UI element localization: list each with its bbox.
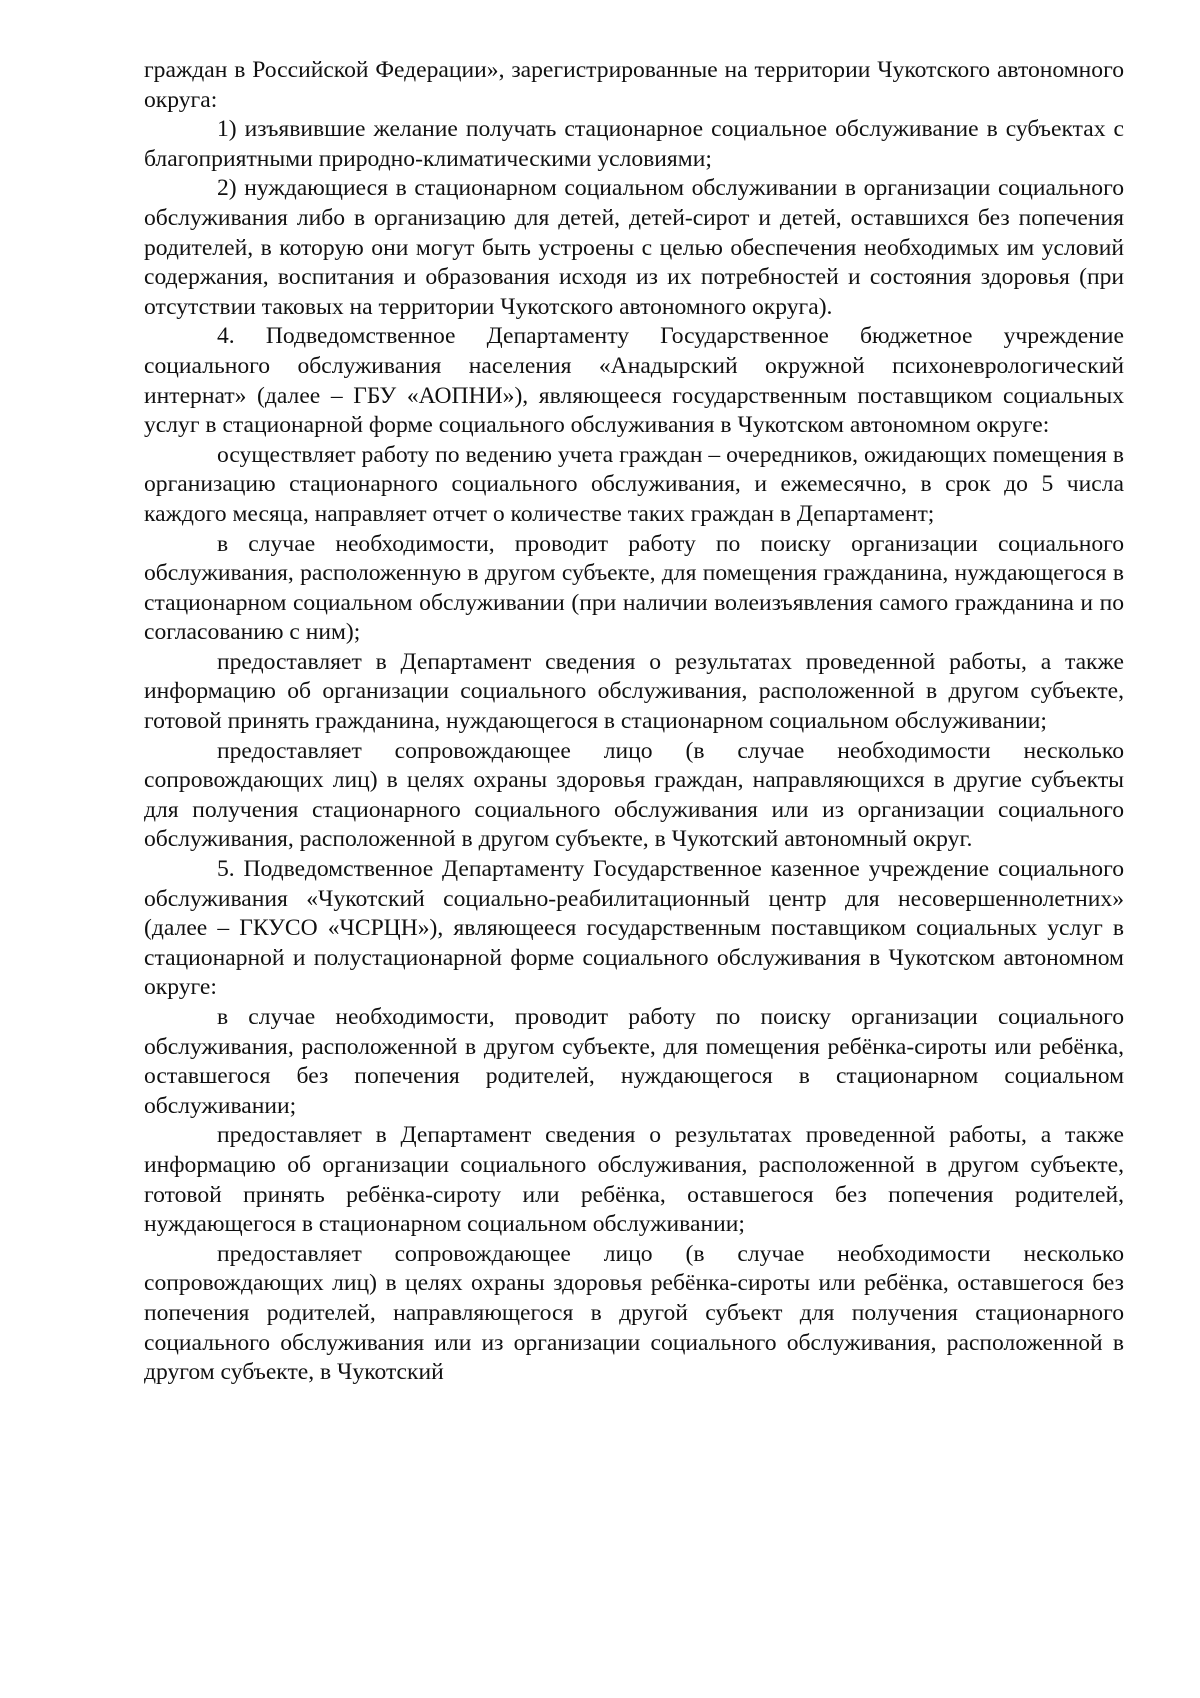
paragraph: предоставляет сопровождающее лицо (в случае необходимости несколько сопровождающих лиц) в целях охраны здоровья граждан, направляющихся в другие субъекты для получения стационарного социального обслуживания или из организации социального обслуживания, расположенной в другом субъекте, в Чукотский автономный округ. [144,737,1124,853]
paragraph: 5. Подведомственное Департаменту Государственное казенное учреждение социального обслуживания «Чукотский социально-реабилитационный центр для несовершеннолетних» (далее – ГКУСО «ЧСРЦН»), являющееся государственным поставщиком социальных услуг в стационарной и полустационарной форме социального обслуживания в Чукотском автономном округе: [144,856,1124,1001]
paragraph: 2) нуждающиеся в стационарном социальном обслуживании в организации социального обслуживания либо в организацию для детей, детей-сирот и детей, оставшихся без попечения родителей, в которую они могут быть устроены с целью обеспечения необходимых им условий содержания, воспитания и образования исходя из их потребностей и состояния здоровья (при отсутствии таковых на территории Чукотского автономного округа). [144,175,1124,320]
paragraph: 4. Подведомственное Департаменту Государственное бюджетное учреждение социального обслуживания населения «Анадырский окружной психоневрологический интернат» (далее – ГБУ «АОПНИ»), являющееся государственным поставщиком социальных услуг в стационарной форме социального обслуживания в Чукотском автономном округе: [144,323,1124,439]
paragraph: в случае необходимости, проводит работу по поиску организации социального обслуживания, расположенной в другом субъекте, для помещения ребёнка-сироты или ребёнка, оставшегося без попечения родителей, нуждающегося в стационарном социальном обслуживании; [144,1004,1124,1119]
paragraph: граждан в Российской Федерации», зарегистрированные на территории Чукотского автономного округа: [144,57,1124,113]
document-body [144,56,1124,1388]
paragraph: предоставляет в Департамент сведения о результатах проведенной работы, а также информацию об организации социального обслуживания, расположенной в другом субъекте, готовой принять ребёнка-сироту или ребёнка, оставшегося без попечения родителей, нуждающегося в стационарном социальном обслуживании; [144,1122,1124,1238]
paragraph: осуществляет работу по ведению учета граждан – очередников, ожидающих помещения в организацию стационарного социального обслуживания, и ежемесячно, в срок до 5 числа каждого месяца, направляет отчет о количестве таких граждан в Департамент; [144,441,1124,527]
paragraph: предоставляет сопровождающее лицо (в случае необходимости несколько сопровождающих лиц) в целях охраны здоровья ребёнка-сироты или ребёнка, оставшегося без попечения родителей, направляющегося в другой субъект для получения стационарного социального обслуживания или из организации социального обслуживания, расположенной в другом субъекте, в Чукотский [144,1240,1124,1386]
paragraph: 1) изъявившие желание получать стационарное социальное обслуживание в субъектах с благоприятными природно-климатическими условиями; [144,116,1124,172]
paragraph: в случае необходимости, проводит работу по поиску организации социального обслуживания, расположенную в другом субъекте, для помещения гражданина, нуждающегося в стационарном социальном обслуживании (при наличии волеизъявления самого гражданина и по согласованию с ним); [144,530,1124,646]
paragraph: предоставляет в Департамент сведения о результатах проведенной работы, а также информацию об организации социального обслуживания, расположенной в другом субъекте, готовой принять гражданина, нуждающегося в стационарном социальном обслуживании; [144,648,1124,735]
document-page [144,56,1124,1388]
